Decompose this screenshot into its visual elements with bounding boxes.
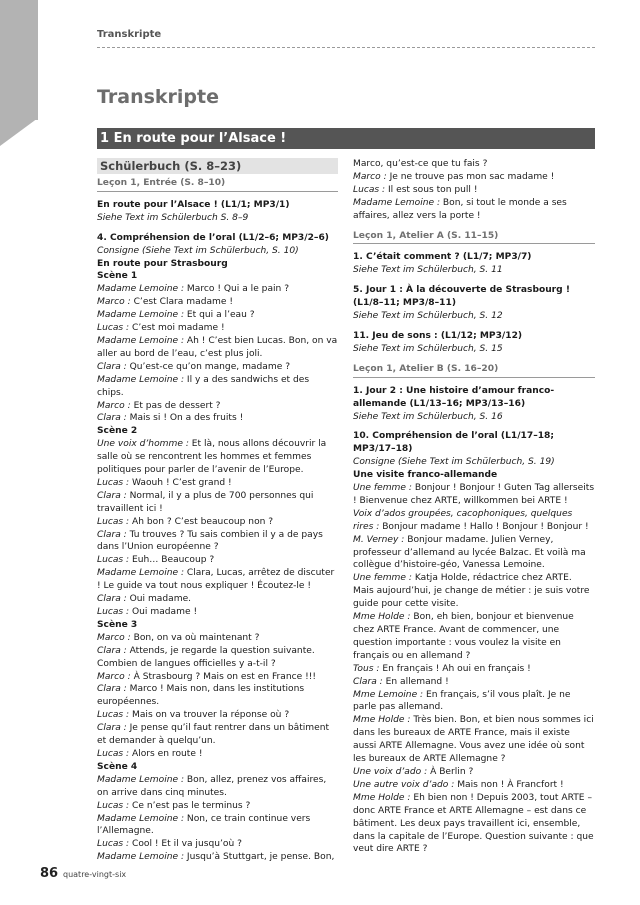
dialogue-line <box>353 714 595 766</box>
dialogue-line <box>353 572 595 611</box>
speaker-name: Marco : <box>97 632 131 643</box>
dialogue-line <box>97 477 338 490</box>
exercise-heading: En route pour Strasbourg <box>97 258 228 269</box>
dialogue-text: Normal, il y a plus de 700 personnes qui travaillent ici ! <box>97 490 314 514</box>
exercise-heading: Scène 2 <box>97 426 138 437</box>
dialogue-line <box>353 508 595 534</box>
speaker-name: Lucas : <box>97 839 130 850</box>
speaker-name: Lucas : <box>97 800 130 811</box>
dialogue-text: C’est Clara madame ! <box>130 297 234 308</box>
dialogue-text: Eh bien non ! Depuis 2003, tout ARTE – donc ARTE France et ARTE Allemagne – est dans ce bâtiment. Les deux pays travaillent ici, ensemble, dans la capitale de l’Europe. Question suivante : que veut dire ARTE ? <box>353 792 594 855</box>
page-number-words: quatre-vingt-six <box>63 870 127 879</box>
speaker-name: Tous : <box>353 663 380 674</box>
dialogue-line <box>97 593 338 606</box>
dialogue-line: Marco, qu’est-ce que tu fais ? <box>353 159 488 169</box>
speaker-name: Mme Holde : <box>353 792 411 803</box>
dialogue-line <box>97 361 338 374</box>
dialogue-line <box>97 774 338 800</box>
dialogue-line <box>97 671 338 684</box>
dialogue-text: Oui madame. <box>126 594 192 605</box>
dialogue-line <box>97 554 338 567</box>
dialogue-line <box>97 645 338 671</box>
dialogue-text: Jusqu’à Stuttgart, je pense. Bon, <box>184 852 335 863</box>
dialogue-text: Bon, si tout le monde a ses affaires, allez vers la porte ! <box>353 197 567 221</box>
dialogue-text: Bonjour madame ! Hallo ! Bonjour ! Bonjour ! <box>379 521 589 532</box>
dialogue-text: En français, s’il vous plaît. Je ne parle pas allemand. <box>353 689 571 713</box>
page-title: Transkripte <box>97 86 219 108</box>
speaker-name: Une femme : <box>353 573 412 584</box>
dialogue-line <box>353 534 595 573</box>
dialogue-line <box>97 438 338 477</box>
dialogue-line <box>353 792 595 857</box>
dialogue-text: Non, ce train continue vers l’Allemagne. <box>97 813 311 837</box>
speaker-name: Marco : <box>97 297 131 308</box>
reference-note: Siehe Text im Schülerbuch, S. 15 <box>353 343 503 354</box>
reference-note: Consigne (Siehe Text im Schülerbuch, S. 19) <box>353 457 555 468</box>
dialogue-line <box>97 400 338 413</box>
speaker-name: Clara : <box>97 684 127 695</box>
speaker-name: Lucas : <box>97 555 130 566</box>
exercise-heading: Scène 3 <box>97 619 138 630</box>
exercise-heading: 10. Compréhension de l’oral (L1/17–18; MP3/17–18) <box>353 431 555 455</box>
dialogue-line <box>97 632 338 645</box>
exercise-heading: 1. C’était comment ? (L1/7; MP3/7) <box>353 252 532 263</box>
dialogue-text: À Berlin ? <box>427 766 474 777</box>
speaker-name: Marco : <box>97 671 131 682</box>
dialogue-line <box>353 779 595 792</box>
dialogue-line <box>97 813 338 839</box>
dialogue-text: Ah ! C’est bien Lucas. Bon, on va aller au bord de l’eau, c’est plus joli. <box>97 335 338 359</box>
dialogue-text: Bon, eh bien, bonjour et bienvenue chez ARTE France. Avant de commencer, une question importante : vous voulez la visite en français ou en allemand ? <box>353 612 574 661</box>
page-number: 86 <box>40 866 59 881</box>
spacer <box>353 244 595 251</box>
lesson-heading: Leçon 1, Atelier B (S. 16–20) <box>353 363 595 378</box>
dialogue-text: Euh… Beaucoup ? <box>129 555 215 566</box>
dialogue-line <box>97 490 338 516</box>
dialogue-text: Bon, allez, prenez vos affaires, on arrive dans cinq minutes. <box>97 774 327 798</box>
spacer <box>97 192 338 199</box>
speaker-name: Marco : <box>97 400 131 411</box>
dialogue-line <box>97 800 338 813</box>
exercise-heading: 11. Jeu de sons : (L1/12; MP3/12) <box>353 330 523 341</box>
dialogue-line <box>353 197 595 223</box>
dialogue-line <box>353 663 595 676</box>
dialogue-line <box>97 709 338 722</box>
dialogue-text: En allemand ! <box>382 676 449 687</box>
speaker-name: M. Verney : <box>353 534 405 545</box>
dialogue-text: Bon, on va où maintenant ? <box>130 632 260 643</box>
exercise-heading: Scène 4 <box>97 761 138 772</box>
exercise-heading: 5. Jour 1 : À la découverte de Strasbourg ! (L1/8–11; MP3/8–11) <box>353 285 570 309</box>
dialogue-text: Waouh ! C’est grand ! <box>129 477 232 488</box>
reference-note: Consigne (Siehe Text im Schülerbuch, S. 10) <box>97 245 299 256</box>
running-header: Transkripte <box>97 29 162 40</box>
left-column <box>97 158 338 864</box>
dialogue-text: Ah bon ? C’est beaucoup non ? <box>129 516 274 527</box>
dialogue-text: Mais non ! À Francfort ! <box>454 779 564 790</box>
dialogue-text: Alors en route ! <box>129 748 203 759</box>
speaker-name: Lucas : <box>97 607 130 617</box>
speaker-name: Mme Holde : <box>353 715 411 726</box>
speaker-name: Mme Lemoine : <box>353 689 424 700</box>
dialogue-text: À Strasbourg ? Mais on est en France !!! <box>130 671 317 682</box>
dialogue-line <box>353 482 595 508</box>
reference-note: Siehe Text im Schülerbuch S. 8–9 <box>97 212 249 223</box>
dialogue-line <box>97 722 338 748</box>
speaker-name: Une autre voix d’ado : <box>353 779 455 790</box>
speaker-name: Lucas : <box>97 710 130 721</box>
side-tab <box>0 0 38 120</box>
dialogue-text: Et là, nous allons découvrir la salle où se rencontrent les hommes et femmes politiques pour parler de l’avenir de l’Europe. <box>97 439 327 476</box>
dialogue-line <box>353 184 595 197</box>
speaker-name: Madame Lemoine : <box>97 852 185 863</box>
dialogue-text: Cool ! Et il va jusqu’où ? <box>129 839 242 850</box>
dialogue-text: Marco ! Mais non, dans les institutions européennes. <box>97 684 305 708</box>
speaker-name: Clara : <box>97 645 127 656</box>
dialogue-text: Ce n’est pas le terminus ? <box>129 800 251 811</box>
dialogue-line <box>97 567 338 593</box>
speaker-name: Clara : <box>97 490 127 501</box>
dialogue-line <box>97 335 338 361</box>
dialogue-text: Il est sous ton pull ! <box>385 184 478 195</box>
speaker-name: Lucas : <box>97 477 130 488</box>
speaker-name: Lucas : <box>97 748 130 759</box>
dialogue-text: En français ! Ah oui en français ! <box>379 663 531 674</box>
dialogue-line <box>97 296 338 309</box>
speaker-name: Marco : <box>353 171 387 182</box>
speaker-name: Madame Lemoine : <box>97 284 185 295</box>
reference-note: Siehe Text im Schülerbuch, S. 12 <box>353 311 503 322</box>
spacer <box>97 225 338 232</box>
dialogue-text: Et pas de dessert ? <box>130 400 221 411</box>
spacer <box>353 223 595 230</box>
dialogue-line <box>353 676 595 689</box>
speaker-name: Madame Lemoine : <box>353 197 441 208</box>
dialogue-line <box>97 309 338 322</box>
dialogue-line <box>97 412 338 425</box>
right-column <box>353 158 595 856</box>
speaker-name: Clara : <box>97 413 127 424</box>
speaker-name: Une femme : <box>353 483 412 494</box>
dialogue-line <box>97 748 338 761</box>
dialogue-line <box>97 516 338 529</box>
exercise-heading: Une visite franco-allemande <box>353 470 498 481</box>
spacer <box>353 356 595 363</box>
header-divider <box>97 47 595 48</box>
dialogue-text: Clara, Lucas, arrêtez de discuter ! Le guide va tout nous expliquer ! Écoutez-le ! <box>97 568 335 592</box>
exercise-heading: 1. Jour 2 : Une histoire d’amour franco-allemande (L1/13–16; MP3/13–16) <box>353 385 555 409</box>
dialogue-text: Je ne trouve pas mon sac madame ! <box>386 171 555 182</box>
speaker-name: Une voix d’homme : <box>97 439 189 450</box>
dialogue-text: Mais on va trouver la réponse où ? <box>129 710 290 721</box>
dialogue-text: Marco ! Qui a le pain ? <box>184 284 290 295</box>
reference-note: Siehe Text im Schülerbuch, S. 16 <box>353 411 503 422</box>
dialogue-line <box>353 611 595 663</box>
speaker-name: Madame Lemoine : <box>97 310 185 321</box>
speaker-name: Madame Lemoine : <box>97 335 185 346</box>
speaker-name: Clara : <box>97 361 127 372</box>
speaker-name: Madame Lemoine : <box>97 568 185 579</box>
dialogue-text: Oui madame ! <box>129 607 198 617</box>
right-column-body <box>353 158 595 856</box>
spacer <box>353 378 595 385</box>
reference-note: Siehe Text im Schülerbuch, S. 11 <box>353 265 503 276</box>
dialogue-text: Mais si ! On a des fruits ! <box>126 413 244 424</box>
dialogue-text: Je pense qu’il faut rentrer dans un bâtiment et demander à quelqu’un. <box>97 723 330 747</box>
dialogue-line <box>97 851 338 864</box>
dialogue-line <box>97 683 338 709</box>
dialogue-line <box>97 529 338 555</box>
exercise-heading: 4. Compréhension de l’oral (L1/2–6; MP3/2–6) <box>97 232 329 243</box>
spacer <box>353 277 595 284</box>
lesson-heading: Leçon 1, Atelier A (S. 11–15) <box>353 230 595 245</box>
spacer <box>353 423 595 430</box>
speaker-name: Une voix d’ado : <box>353 766 428 777</box>
side-tab-notch <box>0 118 38 146</box>
speaker-name: Madame Lemoine : <box>97 374 185 385</box>
speaker-name: Madame Lemoine : <box>97 813 185 824</box>
dialogue-line <box>353 689 595 715</box>
dialogue-text: Et qui a l’eau ? <box>184 310 255 321</box>
speaker-name: Mme Holde : <box>353 612 411 623</box>
lesson-heading: Leçon 1, Entrée (S. 8–10) <box>97 177 338 192</box>
speaker-name: Lucas : <box>353 184 386 195</box>
speaker-name: Clara : <box>353 676 383 687</box>
speaker-name: Clara : <box>97 594 127 605</box>
dialogue-text: Bonjour madame. Julien Verney, professeur d’allemand au lycée Balzac. Et voilà ma collègue d’histoire-géo, Vanessa Lemoine. <box>353 534 586 571</box>
speaker-name: Lucas : <box>97 323 130 334</box>
dialogue-line <box>97 374 338 400</box>
dialogue-text: Il y a des sandwichs et des chips. <box>97 374 310 398</box>
exercise-heading: En route pour l’Alsace ! (L1/1; MP3/1) <box>97 199 290 210</box>
dialogue-text: Katja Holde, rédactrice chez ARTE. Mais aujourd’hui, je change de métier : je suis votre guide pour cette visite. <box>353 573 590 610</box>
dialogue-line <box>97 283 338 296</box>
dialogue-text: Qu’est-ce qu’on mange, madame ? <box>126 361 291 372</box>
dialogue-line <box>353 171 595 184</box>
dialogue-line <box>97 322 338 335</box>
left-column-body <box>97 177 338 864</box>
speaker-name: Clara : <box>97 723 127 734</box>
spacer <box>353 323 595 330</box>
dialogue-text: Bonjour ! Bonjour ! Guten Tag allerseits ! Bienvenue chez ARTE, willkommen bei ARTE ! <box>353 483 595 506</box>
dialogue-text: Attends, je regarde la question suivante. Combien de langues officielles y a-t-il ? <box>97 645 315 669</box>
speaker-name: Clara : <box>97 529 127 540</box>
dialogue-text: C’est moi madame ! <box>129 323 225 334</box>
book-heading: Schülerbuch (S. 8–23) <box>97 158 338 174</box>
exercise-heading: Scène 1 <box>97 271 138 282</box>
dialogue-text: Très bien. Bon, et bien nous sommes ici dans les bureaux de ARTE France, mais il existe aussi ARTE Allemagne. Vous avez une idée où sont les bureaux de ARTE Allemagne ? <box>353 715 594 765</box>
speaker-name: Madame Lemoine : <box>97 774 185 785</box>
speaker-name: Voix d’ados groupées, cacophoniques, quelques rires : <box>353 508 573 532</box>
dialogue-line <box>353 766 595 779</box>
dialogue-line <box>97 838 338 851</box>
dialogue-line <box>97 606 338 619</box>
speaker-name: Lucas : <box>97 516 130 527</box>
dialogue-text: Tu trouves ? Tu sais combien il y a de pays dans l’Union européenne ? <box>97 529 323 553</box>
chapter-heading: 1 En route pour l’Alsace ! <box>97 128 595 149</box>
